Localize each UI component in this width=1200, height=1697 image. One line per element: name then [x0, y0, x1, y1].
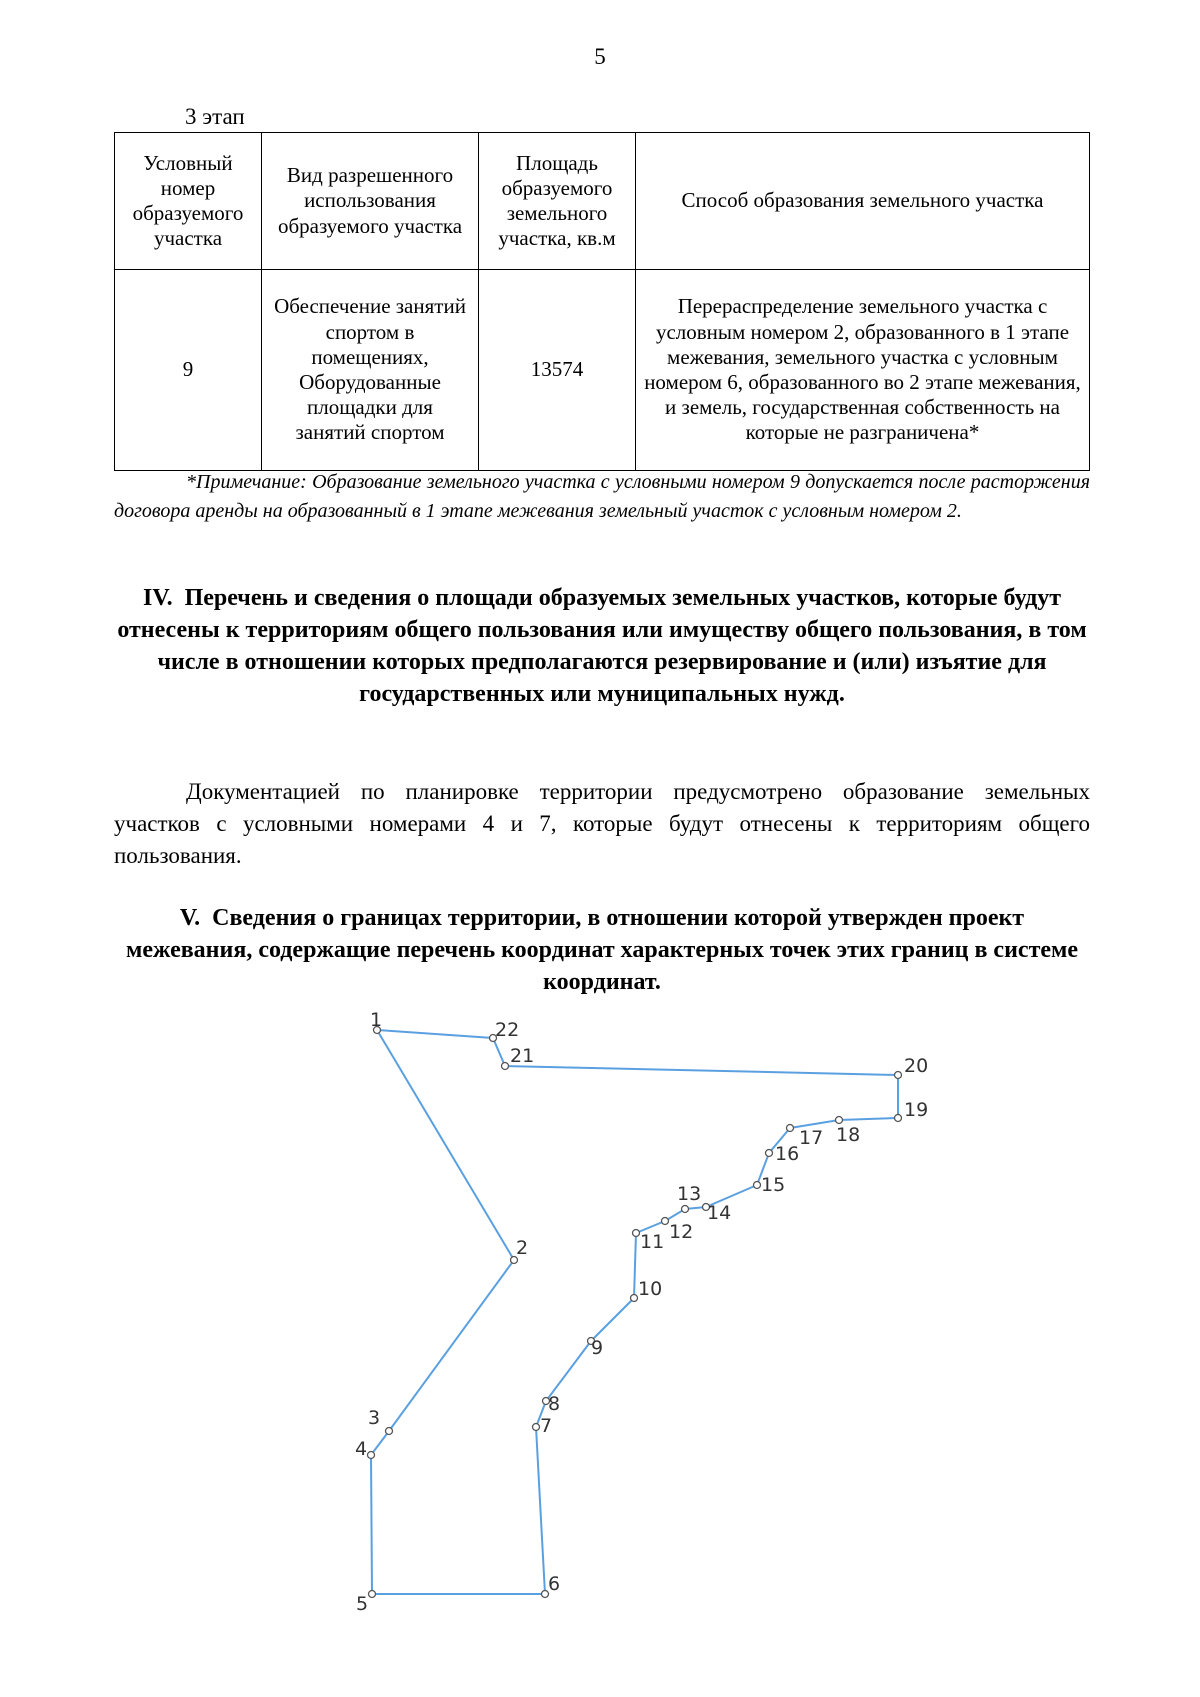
boundary-edge: [505, 1066, 898, 1075]
boundary-vertices: [368, 1027, 902, 1598]
boundary-point-7: [533, 1424, 540, 1431]
boundary-point-13: [682, 1206, 689, 1213]
boundary-edge: [389, 1260, 514, 1431]
boundary-point-label: 7: [540, 1415, 553, 1437]
boundary-point-label: 10: [638, 1278, 663, 1300]
boundary-point-16: [766, 1150, 773, 1157]
boundary-point-label: 21: [510, 1045, 535, 1067]
section-iv-numeral: IV.: [142, 585, 173, 611]
page-number: 5: [594, 44, 606, 69]
boundary-point-20: [895, 1072, 902, 1079]
boundary-point-12: [662, 1218, 669, 1225]
boundary-edge: [634, 1233, 636, 1298]
boundary-point-19: [895, 1115, 902, 1122]
boundary-point-label: 4: [355, 1438, 368, 1460]
boundary-point-label: 22: [495, 1019, 520, 1041]
boundary-point-label: 3: [368, 1407, 381, 1429]
header-formation-method: Способ образования земельного участка: [636, 133, 1090, 270]
boundary-point-label: 14: [707, 1202, 732, 1224]
boundary-point-label: 9: [591, 1337, 604, 1359]
boundary-point-label: 18: [836, 1124, 861, 1146]
boundary-point-label: 11: [640, 1231, 665, 1253]
boundary-point-label: 6: [548, 1573, 561, 1595]
boundary-edge: [591, 1298, 634, 1341]
boundary-edge: [377, 1030, 514, 1260]
section-v-numeral: V.: [179, 905, 201, 931]
boundary-point-label: 17: [799, 1127, 824, 1149]
header-plot-number: Условный номер образуемого участка: [115, 133, 262, 270]
boundary-edge: [493, 1038, 505, 1066]
boundary-edge: [377, 1030, 493, 1038]
boundary-point-label: 15: [761, 1174, 786, 1196]
boundary-point-15: [754, 1182, 761, 1189]
cell-formation-method: Перераспределение земельного участка с условным номером 2, образованного в 1 этапе межевания, земельного участка с условным номером 6, образованного во 2 этапе межевания, и земель, государственная собственность на которые не разграничена*: [636, 270, 1090, 471]
boundary-edge: [536, 1427, 545, 1594]
cell-permitted-use: Обеспечение занятий спортом в помещениях, Оборудованные площадки для занятий спортом: [262, 270, 479, 471]
cell-area: 13574: [479, 270, 636, 471]
boundary-point-label: 20: [904, 1055, 929, 1077]
boundary-point-label: 1: [370, 1009, 383, 1031]
boundary-point-label: 2: [516, 1237, 529, 1259]
boundary-point-18: [836, 1117, 843, 1124]
table-footnote: *Примечание: Образование земельного участка с условными номером 9 допускается после расторжения договора аренды на образованный в 1 этапе межевания земельный участок с условным номером 2.: [114, 471, 1090, 522]
section-iv-title: Перечень и сведения о площади образуемых земельных участков, которые будут отнесены к территориям общего пользования или имуществу общего пользования, в том числе в отношении которых предполагаются резервирование и (или) изъятие для государственных или муниципальных нужд.: [117, 585, 1087, 707]
header-area: Площадь образуемого земельного участка, кв.м: [479, 133, 636, 270]
stage-label: 3 этап: [185, 104, 245, 129]
boundary-point-label: 16: [775, 1143, 800, 1165]
boundary-edge: [839, 1118, 898, 1120]
boundary-point-3: [386, 1428, 393, 1435]
body-paragraph: Документацией по планировке территории предусмотрено образование земельных участков с условными номерами 4 и 7, которые будут отнесены к территориям общего пользования.: [114, 779, 1090, 868]
boundary-point-17: [787, 1125, 794, 1132]
boundary-edges: [371, 1030, 898, 1594]
boundary-point-label: 19: [904, 1099, 929, 1121]
header-permitted-use: Вид разрешенного использования образуемого участка: [262, 133, 479, 270]
boundary-labels: [355, 1009, 928, 1615]
boundary-point-4: [368, 1452, 375, 1459]
boundary-edge: [546, 1341, 591, 1401]
boundary-point-label: 13: [677, 1183, 702, 1205]
cell-plot-number: 9: [115, 270, 262, 471]
boundary-point-label: 5: [356, 1593, 369, 1615]
boundary-edge: [371, 1455, 372, 1594]
boundary-point-21: [502, 1063, 509, 1070]
boundary-point-5: [369, 1591, 376, 1598]
boundary-point-label: 12: [669, 1221, 694, 1243]
boundary-point-10: [631, 1295, 638, 1302]
boundary-edge: [371, 1431, 389, 1455]
boundary-point-label: 8: [548, 1393, 561, 1415]
boundary-point-11: [633, 1230, 640, 1237]
section-v-title: Сведения о границах территории, в отношении которой утвержден проект межевания, содержащие перечень координат характерных точек этих границ в системе координат.: [125, 905, 1079, 995]
